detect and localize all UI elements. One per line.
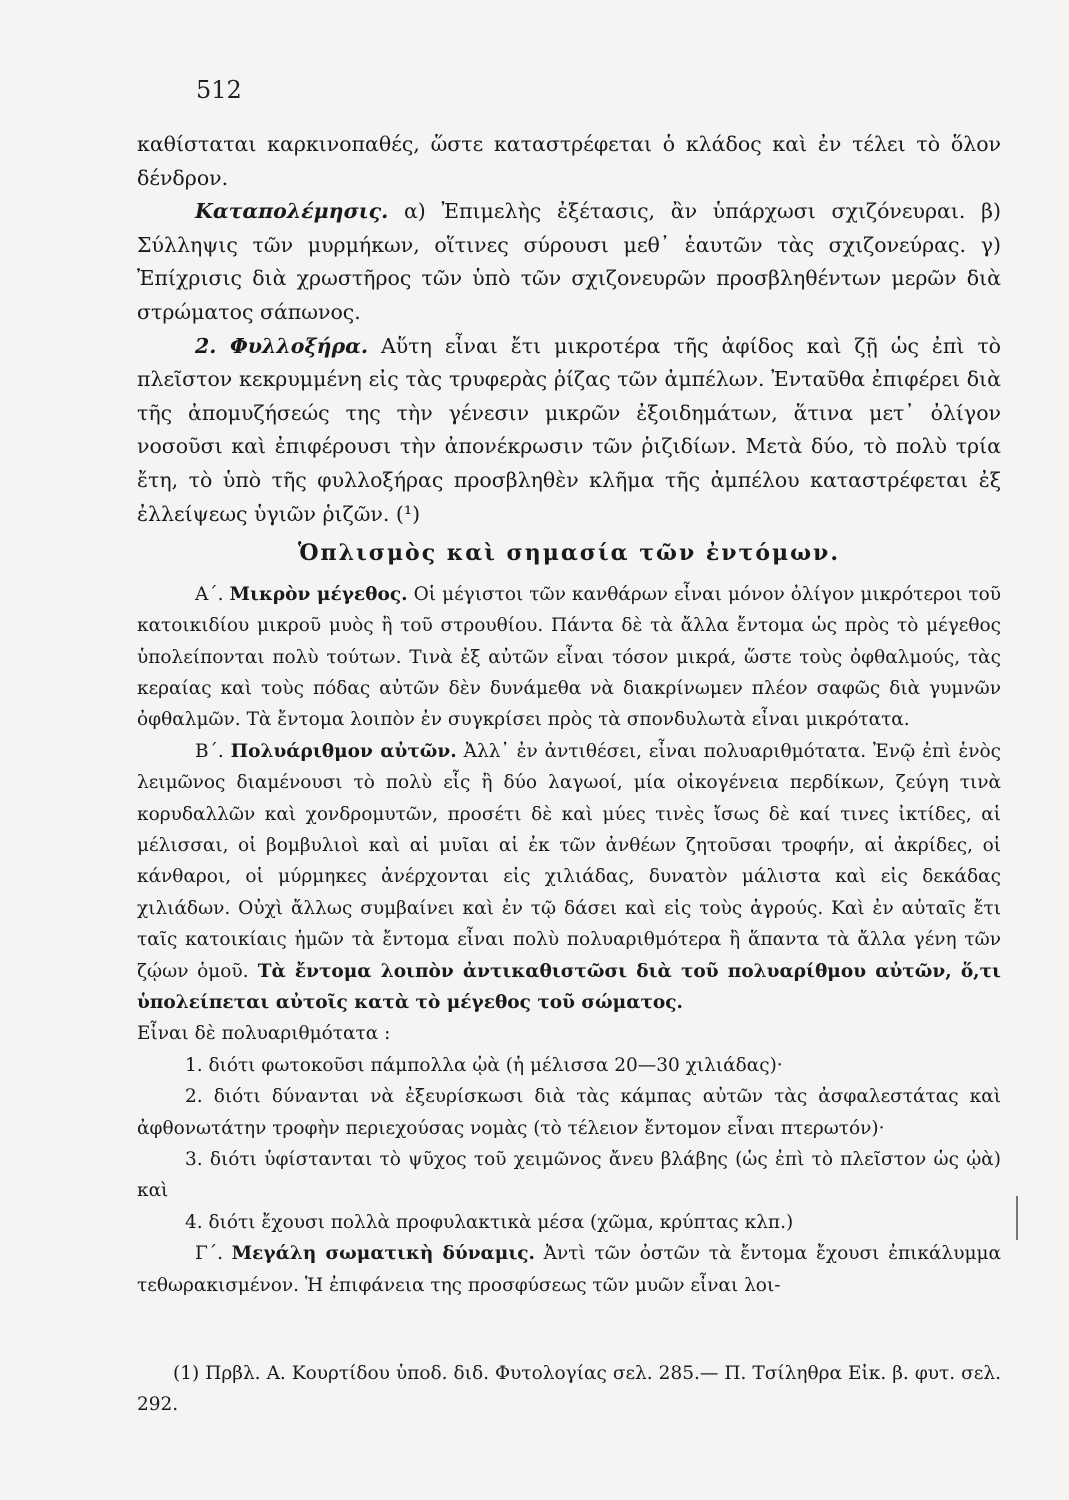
list-item: 2. διότι δύνανται νὰ ἐξευρίσκωσι διὰ τὰς κάμπας αὐτῶν τὰς ἀσφαλεστάτας καὶ ἀφθονωτάτην τροφὴν περιεχούσας νομὰς (τὸ τέλειον ἔντομον εἶναι πτερωτόν)·	[137, 1086, 1001, 1139]
section-b-label: Πολυάριθμον αὐτῶν.	[230, 740, 457, 762]
section-a-label: Μικρὸν μέγεθος.	[229, 583, 408, 605]
control-text: α) Ἐπιμελὴς ἐξέτασις, ἂν ὑπάρχωσι σχιζόνευραι. β) Σύλληψις τῶν μυρμήκων, οἵτινες σύρουσι μεθ᾽ ἑαυτῶν τὰς σχιζονεύρας. γ) Ἐπίχρισις διὰ χρωστῆρος τῶν ὑπὸ τῶν σχιζονευρῶν προσβληθέντων μερῶν διὰ στρώματος σάπωνος.	[137, 199, 1001, 324]
section-b-text: Ἀλλ᾽ ἐν ἀντιθέσει, εἶναι πολυαριθμότατα. Ἐνῷ ἐπὶ ἑνὸς λειμῶνος διαμένουσι τὸ πολὺ εἷς ἢ δύο λαγωοί, μία οἰκογένεια περδίκων, ζεύγη τινὰ κορυδαλλῶν καὶ χονδρομυτῶν, προσέτι δὲ καὶ μύες τινὲς ἴσως δὲ καί τινες ἰκτίδες, αἱ μέλισσαι, οἱ βομβυλιοὶ καὶ αἱ μυῖαι αἱ ἐκ τῶν ἀνθέων ζητοῦσαι τροφήν, αἱ ἀκρίδες, οἱ κάνθαροι, οἱ μύρμηκες ἀνέρχονται εἰς χιλιάδας, δυνατὸν μάλιστα καὶ εἰς δεκάδας χιλιάδων. Οὐχὶ ἄλλως συμβαίνει καὶ ἐν τῷ δάσει καὶ εἰς τοὺς ἀγρούς. Καὶ ἐν αὐταῖς ἔτι ταῖς κατοικίαις ἡμῶν τὰ ἔντομα εἶναι πολὺ πολυαριθμότερα ἢ ἅπαντα τὰ ἄλλα γένη τῶν ζῴων ὁμοῦ.	[137, 740, 1001, 982]
small-text-block	[137, 579, 1001, 1301]
margin-mark	[1016, 1196, 1018, 1240]
page-number: 512	[196, 76, 242, 104]
section-b-intro: Εἶναι δὲ πολυαριθμότατα :	[137, 1023, 391, 1045]
footnote: (1) Πρβλ. Α. Κουρτίδου ὑποδ. διδ. Φυτολογίας σελ. 285.— Π. Τσίληθρα Εἰκ. β. φυτ. σελ. 292.	[137, 1363, 1001, 1415]
section-a-letter: Α΄.	[195, 583, 224, 605]
section-heading: Ὁπλισμὸς καὶ σημασία τῶν ἐντόμων.	[298, 540, 840, 567]
section-b	[137, 736, 1001, 1019]
paragraph-control	[137, 195, 1001, 329]
section-c-label: Μεγάλη σωματικὴ δύναμις.	[231, 1243, 535, 1265]
section-b-emphasis: Τὰ ἔντομα λοιπὸν ἀντικαθιστῶσι διὰ τοῦ πολυαρίθμου αὐτῶν, ὅ,τι ὑπολείπεται αὐτοῖς κατὰ τὸ μέγεθος τοῦ σώματος.	[137, 960, 1001, 1013]
control-label: Καταπολέμησις.	[195, 199, 389, 224]
section-a	[137, 579, 1001, 736]
section-c-letter: Γ΄.	[195, 1243, 223, 1265]
section-a-text: Οἱ μέγιστοι τῶν κανθάρων εἶναι μόνον ὀλίγον μικρότεροι τοῦ κατοικιδίου μικροῦ μυὸς ἢ τοῦ στρουθίου. Πάντα δὲ τὰ ἄλλα ἔντομα ὡς πρὸς τὸ μέγεθος ὑπολείπονται πολὺ τούτων. Τινὰ ἐξ αὐτῶν εἶναι τόσον μικρά, ὥστε τοὺς ὀφθαλμούς, τὰς κεραίας καὶ τοὺς πόδας αὐτῶν δὲν δυνάμεθα νὰ διακρίνωμεν πλέον σαφῶς διὰ γυμνῶν ὀφθαλμῶν. Τὰ ἔντομα λοιπὸν ἐν συγκρίσει πρὸς τὰ σπονδυλωτὰ εἶναι μικρότατα.	[137, 583, 1001, 731]
section-c-text: Ἀντὶ τῶν ὀστῶν τὰ ἔντομα ἔχουσι ἐπικάλυμμα τεθωρακισμένον. Ἡ ἐπιφάνεια της προσφύσεως τῶν μυῶν εἶναι λοι-	[137, 1243, 1001, 1296]
paragraph-phylloxera	[137, 330, 1001, 532]
section-c	[137, 1238, 1001, 1301]
page-body	[137, 128, 1001, 1301]
list-item: 4. διότι ἔχουσι πολλὰ προφυλακτικὰ μέσα (χῶμα, κρύπτας κλπ.)	[185, 1211, 794, 1233]
paragraph-continuation: καθίσταται καρκινοπαθές, ὥστε καταστρέφεται ὁ κλάδος καὶ ἐν τέλει τὸ ὅλον δένδρον.	[137, 132, 1001, 190]
list-item: 3. διότι ὑφίστανται τὸ ψῦχος τοῦ χειμῶνος ἄνευ βλάβης (ὡς ἐπὶ τὸ πλεῖστον ὡς ᾠὰ) καὶ	[137, 1149, 1001, 1202]
phylloxera-text: Αὕτη εἶναι ἔτι μικροτέρα τῆς ἀφίδος καὶ ζῇ ὡς ἐπὶ τὸ πλεῖστον κεκρυμμένη εἰς τὰς τρυφερὰς ῥίζας τῶν ἀμπέλων. Ἐνταῦθα ἐπιφέρει διὰ τῆς ἀπομυζήσεώς της τὴν γένεσιν μικρῶν ἐξοιδημάτων, ἅτινα μετ᾽ ὀλίγον νοσοῦσι καὶ ἐπιφέρουσι τὴν ἀπονέκρωσιν τῶν ῥιζιδίων. Μετὰ δύο, τὸ πολὺ τρία ἔτη, τὸ ὑπὸ τῆς φυλλοξήρας προσβληθὲν κλῆμα τῆς ἀμπέλου καταστρέφεται ἐξ ἐλλείψεως ὑγιῶν ῥιζῶν. (¹)	[137, 333, 1002, 526]
section-b-letter: Β΄.	[195, 740, 224, 762]
phylloxera-label: 2. Φυλλοξήρα.	[195, 333, 369, 358]
list-item: 1. διότι φωτοκοῦσι πάμπολλα ᾠὰ (ἡ μέλισσα 20—30 χιλιάδας)·	[185, 1054, 783, 1076]
